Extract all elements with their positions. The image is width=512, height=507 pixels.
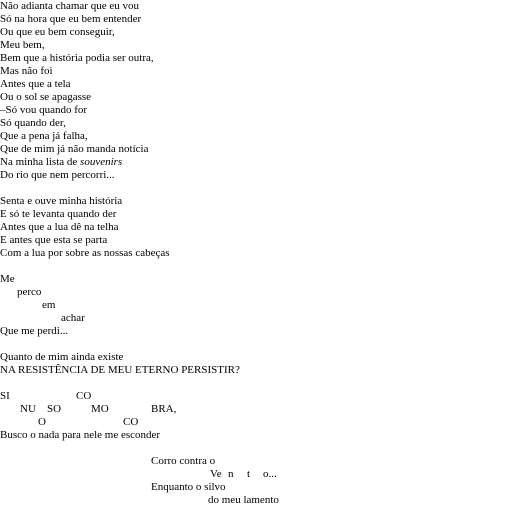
wave-syllable: SI bbox=[0, 390, 10, 402]
poem-line: Meu bem, bbox=[0, 39, 45, 51]
poem-line: em bbox=[42, 299, 56, 311]
poem-line: Que de mim já não manda notícia bbox=[0, 143, 149, 155]
wave-syllable: t bbox=[247, 468, 251, 480]
poem-line bbox=[0, 156, 122, 169]
poem-text: Na minha lista de bbox=[0, 156, 81, 168]
poem-line: Do rio que nem percorri... bbox=[0, 169, 115, 181]
poem-line: achar bbox=[61, 312, 85, 324]
poem-line: E antes que esta se parta bbox=[0, 234, 108, 246]
poem-line: Só na hora que eu bem entender bbox=[0, 13, 142, 25]
poem-line: Me bbox=[0, 273, 15, 285]
wave-syllable: NU bbox=[20, 403, 36, 415]
poem-line: do meu lamento bbox=[208, 494, 279, 506]
wave-syllable: CO bbox=[123, 416, 139, 428]
wave-syllable: SO bbox=[47, 403, 62, 415]
poem-line: Antes que a lua dê na telha bbox=[0, 221, 119, 233]
poem-line: E só te levanta quando der bbox=[0, 208, 117, 220]
poem-line: Quanto de mim ainda existe bbox=[0, 351, 124, 363]
poem-line: Bem que a história podia ser outra, bbox=[0, 52, 154, 64]
poem-line: Corro contra o bbox=[151, 455, 216, 467]
wave-syllable: MO bbox=[91, 403, 109, 415]
poem-line: Só quando der, bbox=[0, 117, 66, 129]
poem-line: Busco o nada para nele me esconder bbox=[0, 429, 161, 441]
poem-line: Que a pena já falha, bbox=[0, 130, 88, 142]
wave-syllable: o... bbox=[263, 468, 277, 480]
wave-syllable: O bbox=[38, 416, 46, 428]
wave-syllable: BRA, bbox=[151, 403, 177, 415]
poem-line: Que me perdi... bbox=[0, 325, 69, 337]
wave-syllable: CO bbox=[76, 390, 92, 402]
poem-line: Mas não foi bbox=[0, 65, 53, 77]
italic-word: souvenirs bbox=[80, 156, 123, 168]
poem-line: –Só vou quando for bbox=[0, 104, 88, 116]
poem-line: Ou o sol se apagasse bbox=[0, 91, 92, 103]
poem-line: Com a lua por sobre as nossas cabeças bbox=[0, 247, 170, 259]
wave-syllable: Ve bbox=[210, 468, 222, 480]
poem-line: Enquanto o silvo bbox=[151, 481, 226, 493]
poem-line: Senta e ouve minha história bbox=[0, 195, 123, 207]
poem-line: Antes que a tela bbox=[0, 78, 71, 90]
wave-syllable: n bbox=[228, 468, 234, 480]
poem-line: Não adianta chamar que eu vou bbox=[0, 0, 139, 12]
poem-line: perco bbox=[17, 286, 42, 298]
poem-line: Ou que eu bem conseguir, bbox=[0, 26, 115, 38]
poem-line: NA RESISTÊNCIA DE MEU ETERNO PERSISTIR? bbox=[0, 364, 240, 376]
